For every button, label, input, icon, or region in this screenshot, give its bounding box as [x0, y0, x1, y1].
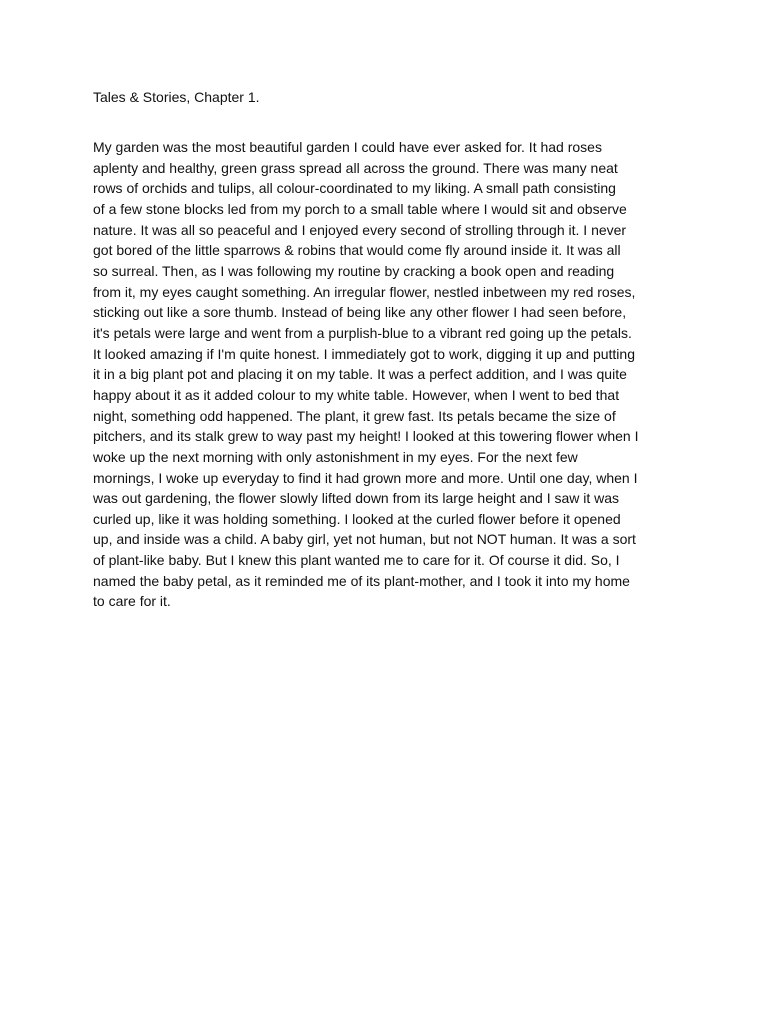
body-line: woke up the next morning with only astonishment in my eyes. For the next few — [93, 448, 578, 465]
body-line: It looked amazing if I'm quite honest. I immediately got to work, digging it up and putting — [93, 345, 635, 362]
body-line: from it, my eyes caught something. An irregular flower, nestled inbetween my red roses, — [93, 283, 636, 300]
body-line: pitchers, and its stalk grew to way past my height! I looked at this towering flower when I — [93, 428, 639, 445]
body-line: aplenty and healthy, green grass spread all across the ground. There was many neat — [93, 159, 618, 176]
body-line: sticking out like a sore thumb. Instead of being like any other flower I had seen before, — [93, 304, 627, 321]
body-line: was out gardening, the flower slowly lifted down from its large height and I saw it was — [93, 490, 620, 507]
body-line: of plant-like baby. But I knew this plant wanted me to care for it. Of course it did. So, I — [93, 552, 620, 569]
body-line: rows of orchids and tulips, all colour-coordinated to my liking. A small path consisting — [93, 180, 616, 197]
body-line: happy about it as it added colour to my white table. However, when I went to bed that — [93, 386, 620, 403]
body-line: got bored of the little sparrows & robins that would come fly around inside it. It was all — [93, 242, 621, 259]
body-line: mornings, I woke up everyday to find it had grown more and more. Until one day, when I — [93, 469, 638, 486]
body-line: it in a big plant pot and placing it on my table. It was a perfect addition, and I was quite — [93, 366, 627, 383]
body-line: of a few stone blocks led from my porch to a small table where I would sit and observe — [93, 200, 627, 217]
body-line: named the baby petal, as it reminded me of its plant-mother, and I took it into my home — [93, 572, 630, 589]
document-body — [93, 137, 681, 612]
body-line: night, something odd happened. The plant, it grew fast. Its petals became the size of — [93, 407, 616, 424]
document-title: Tales & Stories, Chapter 1. — [93, 89, 260, 105]
body-line: up, and inside was a child. A baby girl, yet not human, but not NOT human. It was a sort — [93, 531, 636, 548]
body-line: to care for it. — [93, 593, 171, 610]
body-line: it's petals were large and went from a purplish-blue to a vibrant red going up the petals. — [93, 324, 632, 341]
body-line: My garden was the most beautiful garden I could have ever asked for. It had roses — [93, 139, 602, 155]
body-line: so surreal. Then, as I was following my routine by cracking a book open and reading — [93, 262, 615, 279]
body-line: curled up, like it was holding something. I looked at the curled flower before it opened — [93, 510, 621, 527]
body-line: nature. It was all so peaceful and I enjoyed every second of strolling through it. I never — [93, 221, 627, 238]
